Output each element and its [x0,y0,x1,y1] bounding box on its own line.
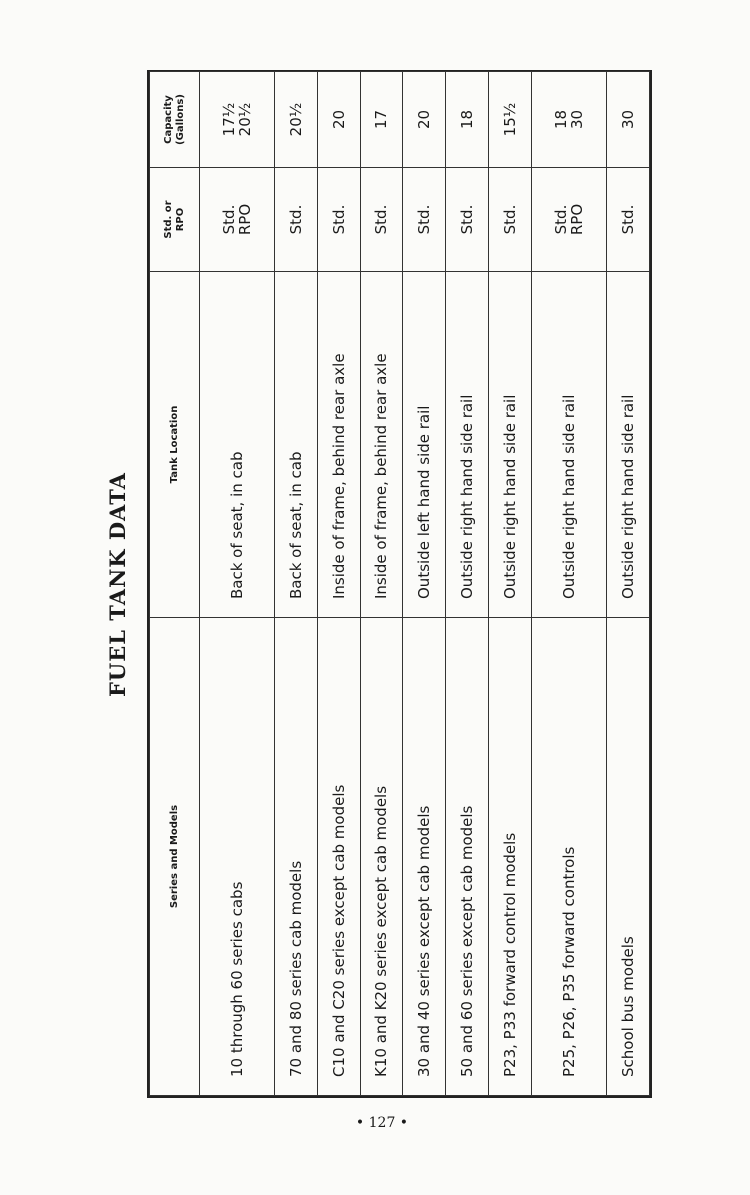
cell-location: Back of seat, in cab [200,272,275,618]
cell-series: C10 and C20 series except cab models [317,618,360,1096]
table-row [532,72,607,1096]
cell-std: Std. [446,168,489,272]
cell-capacity: 17 [360,72,403,168]
header-std-line2: RPO [174,207,186,232]
cell-location: Inside of frame, behind rear axle [360,272,403,618]
header-cap-line1: Capacity [162,95,174,144]
cell-std: Std. [317,168,360,272]
cell-location: Back of seat, in cab [274,272,317,618]
table-row [489,72,532,1096]
cell-series: 50 and 60 series except cab models [446,618,489,1096]
cell-std: Std. RPO [532,168,607,272]
header-capacity [150,72,200,168]
cell-location: Outside left hand side rail [403,272,446,618]
header-std-rpo [150,168,200,272]
header-location: Tank Location [150,272,200,618]
fuel-tank-table-frame [147,70,652,1098]
cell-capacity: 20½ [274,72,317,168]
cell-location: Outside right hand side rail [606,272,649,618]
cell-capacity: 20 [403,72,446,168]
header-series: Series and Models [150,618,200,1096]
table-row [360,72,403,1096]
table-row [446,72,489,1096]
fuel-tank-table-rotated [149,71,650,1096]
page-title: FUEL TANK DATA [105,472,130,697]
cell-series: 30 and 40 series except cab models [403,618,446,1096]
cell-location: Outside right hand side rail [446,272,489,618]
fuel-tank-table [149,71,650,1096]
cell-capacity: 30 [606,72,649,168]
table-row [606,72,649,1096]
cell-location: Outside right hand side rail [532,272,607,618]
cell-capacity: 18 30 [532,72,607,168]
cell-std: Std. [274,168,317,272]
cell-std: Std. [606,168,649,272]
cell-location: Inside of frame, behind rear axle [317,272,360,618]
cell-series: School bus models [606,618,649,1096]
cell-series: K10 and K20 series except cab models [360,618,403,1096]
cell-series: P25, P26, P35 forward controls [532,618,607,1096]
cell-series: 10 through 60 series cabs [200,618,275,1096]
table-row [274,72,317,1096]
cell-std: Std. RPO [200,168,275,272]
cell-series: P23, P33 forward control models [489,618,532,1096]
cell-capacity: 15½ [489,72,532,168]
page-number: • 127 • [355,1115,409,1131]
table-row [200,72,275,1096]
header-cap-line2: (Gallons) [174,94,186,145]
table-header-row [150,72,200,1096]
cell-series: 70 and 80 series cab models [274,618,317,1096]
cell-std: Std. [489,168,532,272]
cell-std: Std. [360,168,403,272]
table-row [403,72,446,1096]
cell-capacity: 18 [446,72,489,168]
header-std-line1: Std. or [162,200,174,239]
cell-capacity: 20 [317,72,360,168]
cell-capacity: 17½ 20½ [200,72,275,168]
table-row [317,72,360,1096]
cell-std: Std. [403,168,446,272]
cell-location: Outside right hand side rail [489,272,532,618]
